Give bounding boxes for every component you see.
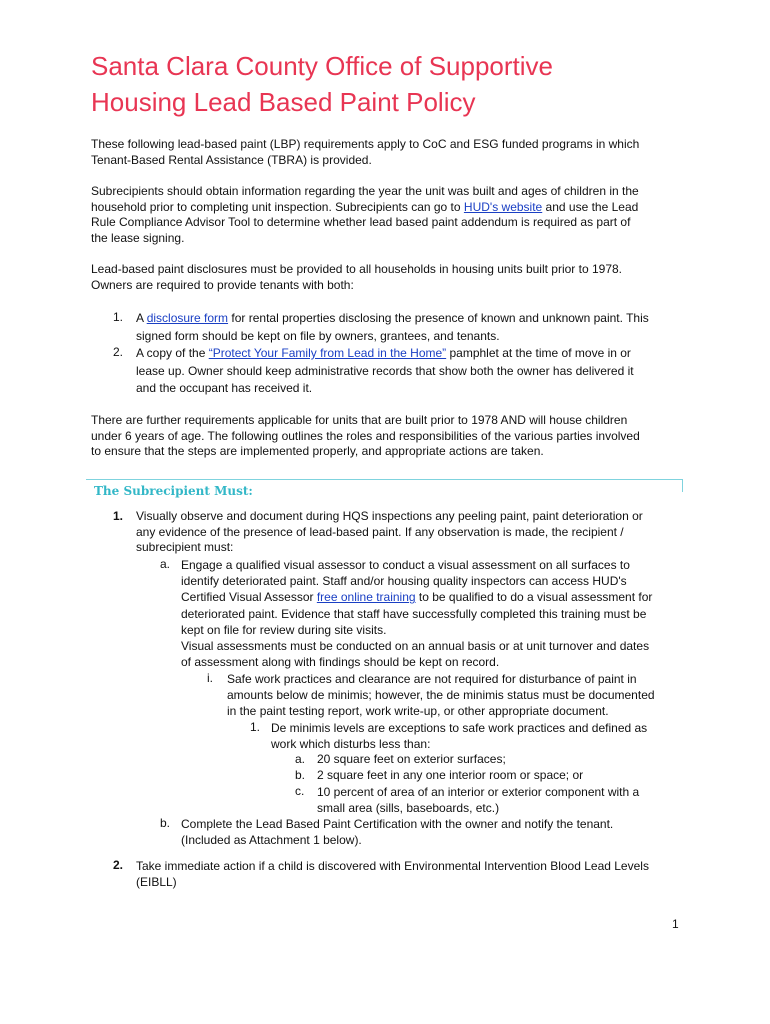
- section-heading: The Subrecipient Must:: [94, 484, 253, 498]
- subrecipients-paragraph: [91, 184, 691, 246]
- page-title: [91, 48, 711, 120]
- section-divider-edge: [682, 479, 683, 492]
- list-item-number: 2.: [113, 345, 124, 359]
- disclosures-line: Owners are required to provide tenants with both:: [91, 277, 354, 292]
- list-item: De minimis levels are exceptions to safe work practices and defined as work which disturbs less than:: [271, 721, 648, 752]
- free-online-training-link[interactable]: free online training: [316, 590, 416, 605]
- intro-paragraph: [91, 137, 691, 168]
- subrecipients-line: the lease signing.: [91, 230, 185, 245]
- list-item: Engage a qualified visual assessor to conduct a visual assessment on all surfaces to identify deteriorated paint. Staff and/or housing quality inspectors can access HUD's Certified Visual Assessor free online training to be qualified to do a visual assessment for deteriorated paint. Evidence that staff have successfully completed this training must be kept on file for review during site visits. Visual assessments must be conducted on an annual basis or at unit turnover and dates of assessment along with findings should be kept on record.: [181, 558, 653, 670]
- subrecipients-line: household prior to completing unit inspection. Subrecipients can go to HUD's website and use the Lead: [91, 199, 639, 214]
- further-line: to ensure that the steps are implemented properly, and appropriate actions are taken.: [91, 444, 544, 458]
- list-item-number: 1.: [113, 310, 124, 324]
- title-line-2: Housing Lead Based Paint Policy: [91, 87, 476, 117]
- huds-website-link[interactable]: HUD's website: [463, 199, 543, 214]
- list-item-number: 2.: [113, 858, 124, 872]
- list-item: Visually observe and document during HQS inspections any peeling paint, paint deterioration or any evidence of the presence of lead-based paint. If any observation is made, the recipient / subrecipient must:: [136, 509, 643, 554]
- disclosures-line: Lead-based paint disclosures must be provided to all households in housing units built prior to 1978.: [91, 262, 622, 276]
- list-item: A disclosure form for rental properties disclosing the presence of known and unknown paint. This signed form should be kept on file by owners, grantees, and tenants.: [136, 311, 649, 343]
- intro-line: These following lead-based paint (LBP) requirements apply to CoC and ESG funded programs in which: [91, 137, 640, 151]
- list-item-letter: b.: [295, 768, 306, 782]
- list-item: 10 percent of area of an interior or exterior component with a small area (sills, baseboards, etc.): [317, 785, 640, 816]
- title-line-1: Santa Clara County Office of Supportive: [91, 51, 553, 81]
- disclosure-form-link[interactable]: disclosure form: [146, 311, 229, 325]
- protect-family-pamphlet-link[interactable]: “Protect Your Family from Lead in the Home”: [208, 346, 447, 360]
- list-item: A copy of the “Protect Your Family from Lead in the Home” pamphlet at the time of move in or lease up. Owner should keep administrative records that show both the owner has delivered it and the occupant has received it.: [136, 346, 634, 395]
- list-item-number: 1.: [250, 720, 261, 734]
- list-item-letter: b.: [160, 816, 171, 830]
- list-item-roman: i.: [207, 671, 213, 685]
- list-item-letter: a.: [295, 752, 306, 766]
- list-item: Take immediate action if a child is discovered with Environmental Intervention Blood Lead Levels (EIBLL): [136, 859, 649, 890]
- intro-line: Tenant-Based Rental Assistance (TBRA) is provided.: [91, 152, 372, 167]
- list-item-number: 1.: [113, 509, 124, 523]
- list-item-letter: a.: [160, 557, 171, 571]
- list-item: 20 square feet on exterior surfaces;: [317, 752, 506, 766]
- disclosures-paragraph: [91, 262, 691, 293]
- subrecipients-line: Rule Compliance Advisor Tool to determine whether lead based paint addendum is required as part of: [91, 215, 631, 229]
- list-item-letter: c.: [295, 784, 305, 798]
- list-item: Complete the Lead Based Paint Certification with the owner and notify the tenant. (Included as Attachment 1 below).: [181, 817, 614, 848]
- section-divider: [86, 479, 683, 480]
- list-item: Safe work practices and clearance are not required for disturbance of paint in amounts below de minimis; however, the de minimis status must be documented in the paint testing report, work write-up, or other appropriate document.: [227, 672, 655, 719]
- list-item: 2 square feet in any one interior room or space; or: [317, 768, 584, 782]
- further-requirements-paragraph: [91, 413, 691, 460]
- further-line: There are further requirements applicable for units that are built prior to 1978 AND will house children: [91, 413, 628, 427]
- further-line: under 6 years of age. The following outlines the roles and responsibilities of the various parties involved: [91, 428, 640, 443]
- page-number: 1: [672, 917, 679, 931]
- subrecipients-line: Subrecipients should obtain information regarding the year the unit was built and ages of children in the: [91, 184, 639, 198]
